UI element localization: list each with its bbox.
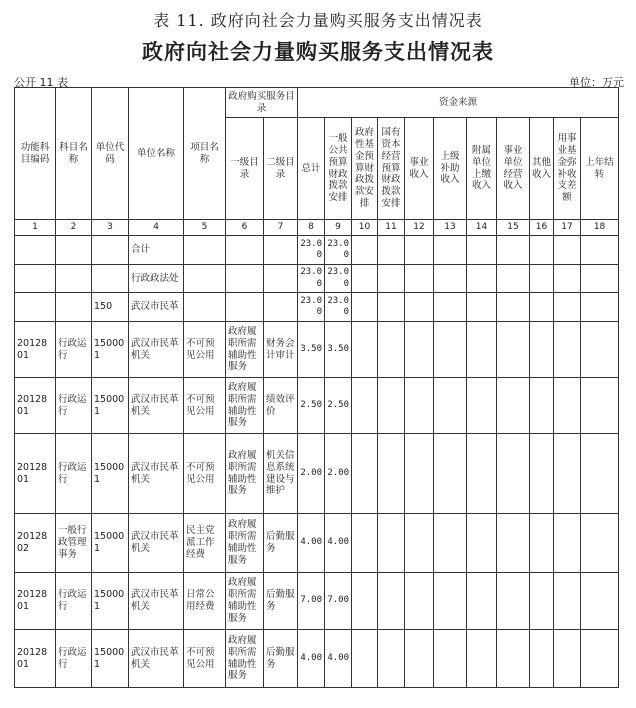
cell-empty [554, 378, 581, 434]
header-subject-name: 科目名称 [56, 88, 92, 220]
header-fund-cover: 用事业基金弥补收支差额 [554, 118, 581, 220]
cell-empty [434, 514, 467, 573]
table-row [15, 265, 619, 293]
cell-func-code: 2012801 [15, 378, 56, 434]
cell-empty [554, 236, 581, 265]
cell-project [184, 265, 226, 293]
cell-empty [554, 322, 581, 378]
cell-unit-code: 150001 [92, 573, 129, 630]
cell-level2: 后勤服务 [264, 514, 298, 573]
cell-level2: 后勤服务 [264, 573, 298, 630]
cell-level2: 财务会计审计 [264, 322, 298, 378]
header-unit-code: 单位代码 [92, 88, 129, 220]
cell-level2 [264, 236, 298, 265]
header-upper-subsidy: 上级补助收入 [434, 118, 467, 220]
cell-level1 [226, 293, 264, 322]
cell-empty [352, 322, 378, 378]
cell-subject [56, 265, 92, 293]
cell-general: 23.00 [325, 293, 352, 322]
header-affiliated: 附属单位上缴收入 [467, 118, 497, 220]
cell-empty [497, 293, 530, 322]
cell-empty [378, 378, 405, 434]
cell-empty [497, 514, 530, 573]
cell-unit-name: 行政政法处 [129, 265, 184, 293]
cell-empty [581, 236, 619, 265]
cell-empty [434, 573, 467, 630]
cell-empty [554, 514, 581, 573]
expenditure-table [14, 87, 619, 688]
cell-total: 2.50 [298, 378, 325, 434]
header-funding-source: 资金来源 [298, 88, 619, 118]
header-gov-fund: 政府性基金预算财政拨款安排 [352, 118, 378, 220]
cell-subject: 一般行政管理事务 [56, 514, 92, 573]
header-other-income: 其他收入 [530, 118, 554, 220]
cell-empty [467, 293, 497, 322]
cell-empty [467, 236, 497, 265]
column-number: 8 [298, 220, 325, 236]
cell-empty [405, 378, 434, 434]
column-number: 6 [226, 220, 264, 236]
cell-empty [434, 378, 467, 434]
column-number: 16 [530, 220, 554, 236]
column-number: 11 [378, 220, 405, 236]
cell-level1: 政府履职所需辅助性服务 [226, 378, 264, 434]
cell-empty [554, 293, 581, 322]
cell-subject: 行政运行 [56, 322, 92, 378]
cell-unit-name: 武汉市民革机关 [129, 322, 184, 378]
column-number-row [15, 220, 619, 236]
column-number: 1 [15, 220, 56, 236]
header-level1: 一级目录 [226, 118, 264, 220]
page-title: 政府向社会力量购买服务支出情况表 [142, 39, 494, 64]
cell-func-code [15, 265, 56, 293]
table-number-note: 公开 11 表 [14, 76, 68, 89]
cell-total: 7.00 [298, 573, 325, 630]
cell-subject: 行政运行 [56, 378, 92, 434]
cell-empty [530, 434, 554, 514]
header-carryover: 上年结转 [581, 118, 619, 220]
column-number: 12 [405, 220, 434, 236]
cell-empty [467, 514, 497, 573]
cell-empty [405, 322, 434, 378]
cell-empty [530, 236, 554, 265]
table-row [15, 434, 619, 514]
cell-level2 [264, 293, 298, 322]
cell-unit-code: 150001 [92, 434, 129, 514]
cell-project: 不可预见公用 [184, 378, 226, 434]
column-number: 5 [184, 220, 226, 236]
cell-unit-name: 武汉市民革机关 [129, 573, 184, 630]
cell-project: 日常公用经费 [184, 573, 226, 630]
cell-func-code: 2012801 [15, 630, 56, 688]
cell-general: 23.00 [325, 265, 352, 293]
header-func-code: 功能科目编码 [15, 88, 56, 220]
cell-empty [405, 265, 434, 293]
cell-empty [497, 236, 530, 265]
cell-empty [581, 265, 619, 293]
cell-empty [497, 630, 530, 688]
cell-empty [554, 265, 581, 293]
cell-unit-code [92, 265, 129, 293]
cell-empty [497, 573, 530, 630]
cell-empty [352, 265, 378, 293]
cell-level1: 政府履职所需辅助性服务 [226, 573, 264, 630]
cell-project: 民主党派工作经费 [184, 514, 226, 573]
cell-general: 2.00 [325, 434, 352, 514]
cell-empty [434, 293, 467, 322]
cell-unit-name: 合计 [129, 236, 184, 265]
cell-unit-name: 武汉市民革机关 [129, 514, 184, 573]
cell-empty [467, 322, 497, 378]
cell-empty [378, 236, 405, 265]
column-number: 13 [434, 220, 467, 236]
cell-empty [378, 514, 405, 573]
cell-project [184, 236, 226, 265]
cell-general: 23.00 [325, 236, 352, 265]
table-row [15, 236, 619, 265]
cell-empty [581, 514, 619, 573]
cell-empty [352, 434, 378, 514]
cell-empty [405, 630, 434, 688]
cell-func-code: 2012802 [15, 514, 56, 573]
cell-project [184, 293, 226, 322]
cell-empty [581, 322, 619, 378]
cell-level2: 绩效评价 [264, 378, 298, 434]
cell-project: 不可预见公用 [184, 434, 226, 514]
cell-empty [434, 322, 467, 378]
cell-unit-name: 武汉市民革机关 [129, 434, 184, 514]
header-gov-catalog: 政府购买服务目录 [226, 88, 298, 118]
document-caption: 表 11. 政府向社会力量购买服务支出情况表 [153, 11, 483, 30]
cell-empty [497, 378, 530, 434]
cell-total: 4.00 [298, 630, 325, 688]
column-number: 2 [56, 220, 92, 236]
cell-empty [352, 293, 378, 322]
unit-note: 单位：万元 [569, 76, 624, 89]
column-number: 18 [581, 220, 619, 236]
cell-empty [352, 378, 378, 434]
table-row [15, 322, 619, 378]
table-row [15, 573, 619, 630]
table-row [15, 293, 619, 322]
cell-subject [56, 293, 92, 322]
cell-func-code [15, 236, 56, 265]
cell-empty [497, 434, 530, 514]
cell-empty [378, 322, 405, 378]
cell-unit-name: 武汉市民革 [129, 293, 184, 322]
cell-subject: 行政运行 [56, 434, 92, 514]
cell-empty [405, 514, 434, 573]
header-operating-income: 事业单位经营收入 [497, 118, 530, 220]
cell-project: 不可预见公用 [184, 630, 226, 688]
cell-total: 23.00 [298, 265, 325, 293]
cell-empty [352, 514, 378, 573]
cell-empty [378, 265, 405, 293]
column-number: 15 [497, 220, 530, 236]
cell-empty [467, 630, 497, 688]
cell-unit-name: 武汉市民革机关 [129, 630, 184, 688]
cell-general: 7.00 [325, 573, 352, 630]
cell-empty [405, 434, 434, 514]
cell-empty [581, 573, 619, 630]
cell-level1: 政府履职所需辅助性服务 [226, 630, 264, 688]
cell-func-code: 2012801 [15, 434, 56, 514]
cell-unit-code [92, 236, 129, 265]
cell-total: 4.00 [298, 514, 325, 573]
cell-total: 3.50 [298, 322, 325, 378]
cell-general: 4.00 [325, 514, 352, 573]
cell-empty [530, 573, 554, 630]
cell-empty [352, 236, 378, 265]
cell-unit-name: 武汉市民革机关 [129, 378, 184, 434]
table-row [15, 630, 619, 688]
cell-total: 23.00 [298, 293, 325, 322]
cell-empty [378, 434, 405, 514]
cell-level1: 政府履职所需辅助性服务 [226, 514, 264, 573]
cell-unit-code: 150001 [92, 630, 129, 688]
cell-empty [530, 630, 554, 688]
cell-empty [530, 322, 554, 378]
cell-subject [56, 236, 92, 265]
cell-empty [581, 630, 619, 688]
cell-unit-code: 150001 [92, 378, 129, 434]
cell-empty [378, 573, 405, 630]
cell-empty [497, 322, 530, 378]
header-business-income: 事业收入 [405, 118, 434, 220]
cell-empty [467, 378, 497, 434]
cell-func-code: 2012801 [15, 322, 56, 378]
cell-total: 2.00 [298, 434, 325, 514]
cell-level2: 机关信息系统建设与维护 [264, 434, 298, 514]
header-total: 总计 [298, 118, 325, 220]
cell-func-code: 2012801 [15, 573, 56, 630]
column-number: 14 [467, 220, 497, 236]
cell-empty [554, 573, 581, 630]
column-number: 10 [352, 220, 378, 236]
cell-subject: 行政运行 [56, 630, 92, 688]
cell-empty [554, 434, 581, 514]
cell-empty [581, 293, 619, 322]
cell-empty [405, 573, 434, 630]
header-level2: 二级目录 [264, 118, 298, 220]
cell-unit-code: 150001 [92, 514, 129, 573]
header-general-budget: 一般公共预算财政拨款安排 [325, 118, 352, 220]
cell-unit-code: 150 [92, 293, 129, 322]
header-project-name: 项目名称 [184, 88, 226, 220]
cell-level1: 政府履职所需辅助性服务 [226, 434, 264, 514]
cell-empty [467, 434, 497, 514]
cell-project: 不可预见公用 [184, 322, 226, 378]
cell-empty [405, 236, 434, 265]
cell-subject: 行政运行 [56, 573, 92, 630]
cell-level1 [226, 265, 264, 293]
cell-level2: 后勤服务 [264, 630, 298, 688]
column-number: 4 [129, 220, 184, 236]
cell-empty [434, 630, 467, 688]
cell-empty [530, 378, 554, 434]
cell-empty [434, 265, 467, 293]
column-number: 3 [92, 220, 129, 236]
cell-empty [434, 236, 467, 265]
cell-empty [405, 293, 434, 322]
column-number: 9 [325, 220, 352, 236]
cell-general: 2.50 [325, 378, 352, 434]
cell-empty [352, 573, 378, 630]
cell-level1: 政府履职所需辅助性服务 [226, 322, 264, 378]
cell-unit-code: 150001 [92, 322, 129, 378]
cell-general: 3.50 [325, 322, 352, 378]
cell-empty [378, 293, 405, 322]
cell-empty [581, 434, 619, 514]
cell-empty [581, 378, 619, 434]
cell-empty [497, 265, 530, 293]
cell-empty [530, 514, 554, 573]
cell-empty [530, 293, 554, 322]
cell-empty [378, 630, 405, 688]
column-number: 7 [264, 220, 298, 236]
cell-empty [467, 265, 497, 293]
header-unit-name: 单位名称 [129, 88, 184, 220]
header-state-capital: 国有资本经营预算财政拨款安排 [378, 118, 405, 220]
cell-total: 23.00 [298, 236, 325, 265]
column-number: 17 [554, 220, 581, 236]
cell-empty [530, 265, 554, 293]
cell-level1 [226, 236, 264, 265]
cell-level2 [264, 265, 298, 293]
table-body [15, 236, 619, 688]
cell-empty [434, 434, 467, 514]
table-row [15, 378, 619, 434]
cell-func-code [15, 293, 56, 322]
cell-general: 4.00 [325, 630, 352, 688]
cell-empty [352, 630, 378, 688]
cell-empty [554, 630, 581, 688]
table-row [15, 514, 619, 573]
cell-empty [467, 573, 497, 630]
